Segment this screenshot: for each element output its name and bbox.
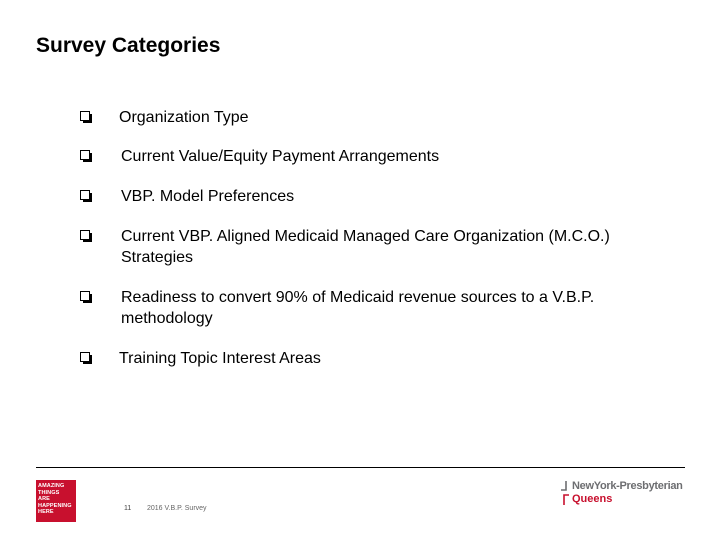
nyp-campus: Queens	[572, 493, 613, 505]
bullet-item	[80, 287, 700, 329]
nyp-bracket-icon	[560, 480, 570, 506]
checkbox-bullet-icon	[80, 230, 90, 240]
amazing-things-logo: AMAZING THINGS ARE HAPPENING HERE	[36, 480, 76, 522]
bullet-item	[80, 226, 700, 268]
slide-title: Survey Categories	[36, 34, 221, 57]
bullet-item	[80, 348, 700, 369]
checkbox-bullet-icon	[80, 190, 90, 200]
footer-divider	[36, 467, 685, 468]
checkbox-bullet-icon	[80, 352, 90, 362]
nyp-name: NewYork-Presbyterian	[572, 480, 683, 492]
bullet-text: Current VBP. Aligned Medicaid Managed Care Organization (M.C.O.) Strategies	[121, 228, 610, 266]
bullet-text: VBP. Model Preferences	[121, 188, 295, 205]
bullet-text: Readiness to convert 90% of Medicaid revenue sources to a V.B.P. methodology	[121, 289, 595, 327]
bullet-text: Organization Type	[119, 109, 249, 126]
checkbox-bullet-icon	[80, 111, 90, 121]
checkbox-bullet-icon	[80, 150, 90, 160]
bullet-item	[80, 146, 700, 167]
bullet-text: Current Value/Equity Payment Arrangements	[121, 148, 440, 165]
checkbox-bullet-icon	[80, 291, 90, 301]
bullet-text: Training Topic Interest Areas	[119, 350, 321, 367]
page-number: 11	[124, 505, 132, 512]
bullet-item	[80, 107, 700, 128]
nyp-queens-logo	[560, 480, 688, 506]
footer-text: 2016 V.B.P. Survey	[147, 505, 207, 512]
bullet-item	[80, 186, 700, 207]
